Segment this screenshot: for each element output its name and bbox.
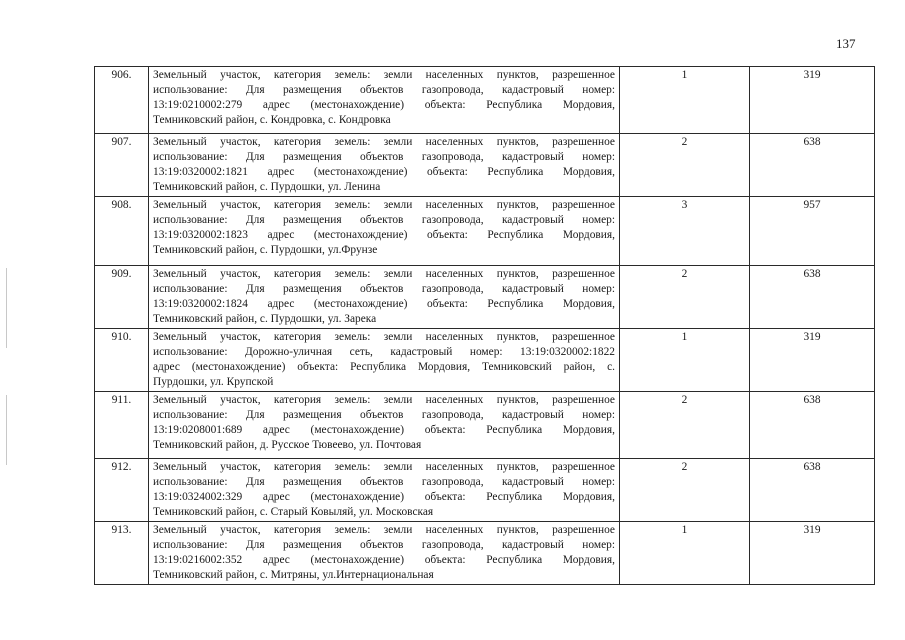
description-line: Темниковский район, с. Пурдошки, ул. Зарека [153,313,377,325]
row-number: 907. [95,134,149,197]
row-number: 910. [95,329,149,392]
description-line: использование: Для размещения объектов газопровода, кадастровый номер: [153,409,615,421]
description-line: использование: Дорожно-уличная сеть, кадастровый номер: 13:19:0320002:1822 [153,346,615,358]
description-line: использование: Для размещения объектов газопровода, кадастровый номер: [153,84,615,96]
description-line: адрес (местонахождение) объекта: Республика Мордовия, Темниковский район, с. [153,361,615,373]
description-line: 13:19:0324002:329 адрес (местонахождение) объекта: Республика Мордовия, [153,491,615,503]
description-line: Земельный участок, категория земель: земли населенных пунктов, разрешенное [153,394,615,406]
land-plot-table [94,66,875,585]
description-line: использование: Для размещения объектов газопровода, кадастровый номер: [153,539,615,551]
description-line: Темниковский район, с. Кондровка, с. Кондровка [153,114,391,126]
row-quantity: 1 [620,67,750,134]
row-area: 319 [750,67,875,134]
plot-description [149,67,620,134]
plot-description [149,392,620,459]
row-number: 908. [95,197,149,266]
scan-margin-mark [6,395,7,465]
description-line: 13:19:0320002:1824 адрес (местонахождение) объекта: Республика Мордовия, [153,298,615,310]
description-line: использование: Для размещения объектов газопровода, кадастровый номер: [153,214,615,226]
table-row [95,392,875,459]
description-line: Земельный участок, категория земель: земли населенных пунктов, разрешенное [153,331,615,343]
table-row [95,459,875,522]
row-quantity: 1 [620,522,750,585]
row-area: 319 [750,329,875,392]
description-line: Темниковский район, с. Пурдошки, ул.Фрунзе [153,244,378,256]
description-line: Земельный участок, категория земель: земли населенных пунктов, разрешенное [153,69,615,81]
description-line: использование: Для размещения объектов газопровода, кадастровый номер: [153,151,615,163]
description-line: Темниковский район, с. Старый Ковыляй, ул. Московская [153,506,434,518]
description-line: 13:19:0208001:689 адрес (местонахождение) объекта: Республика Мордовия, [153,424,615,436]
row-number: 909. [95,266,149,329]
table-row [95,266,875,329]
table-row [95,134,875,197]
table-row [95,67,875,134]
row-number: 906. [95,67,149,134]
row-area: 319 [750,522,875,585]
row-area: 638 [750,134,875,197]
row-quantity: 2 [620,392,750,459]
row-area: 638 [750,266,875,329]
row-quantity: 2 [620,134,750,197]
description-line: Темниковский район, с. Пурдошки, ул. Ленина [153,181,381,193]
table-body [95,67,875,585]
row-number: 912. [95,459,149,522]
plot-description [149,522,620,585]
description-line: Земельный участок, категория земель: земли населенных пунктов, разрешенное [153,461,615,473]
plot-description [149,459,620,522]
row-number: 911. [95,392,149,459]
description-line: Земельный участок, категория земель: земли населенных пунктов, разрешенное [153,136,615,148]
row-area: 638 [750,459,875,522]
row-number: 913. [95,522,149,585]
plot-description [149,134,620,197]
table-row [95,522,875,585]
row-area: 638 [750,392,875,459]
plot-description [149,329,620,392]
description-line: 13:19:0210002:279 адрес (местонахождение) объекта: Республика Мордовия, [153,99,615,111]
description-line: Земельный участок, категория земель: земли населенных пунктов, разрешенное [153,268,615,280]
plot-description [149,266,620,329]
description-line: 13:19:0320002:1823 адрес (местонахождение) объекта: Республика Мордовия, [153,229,615,241]
page-number: 137 [836,36,856,51]
plot-description [149,197,620,266]
description-line: 13:19:0216002:352 адрес (местонахождение) объекта: Республика Мордовия, [153,554,615,566]
row-quantity: 2 [620,459,750,522]
row-quantity: 2 [620,266,750,329]
description-line: Земельный участок, категория земель: земли населенных пунктов, разрешенное [153,524,615,536]
scan-margin-mark [6,268,7,348]
row-area: 957 [750,197,875,266]
description-line: Земельный участок, категория земель: земли населенных пунктов, разрешенное [153,199,615,211]
description-line: использование: Для размещения объектов газопровода, кадастровый номер: [153,476,615,488]
description-line: Темниковский район, д. Русское Тювеево, ул. Почтовая [153,439,422,451]
description-line: 13:19:0320002:1821 адрес (местонахождение) объекта: Республика Мордовия, [153,166,615,178]
row-quantity: 3 [620,197,750,266]
description-line: Пурдошки, ул. Крупской [153,376,274,388]
table-row [95,197,875,266]
row-quantity: 1 [620,329,750,392]
description-line: Темниковский район, с. Митряны, ул.Интернациональная [153,569,434,581]
table-row [95,329,875,392]
description-line: использование: Для размещения объектов газопровода, кадастровый номер: [153,283,615,295]
